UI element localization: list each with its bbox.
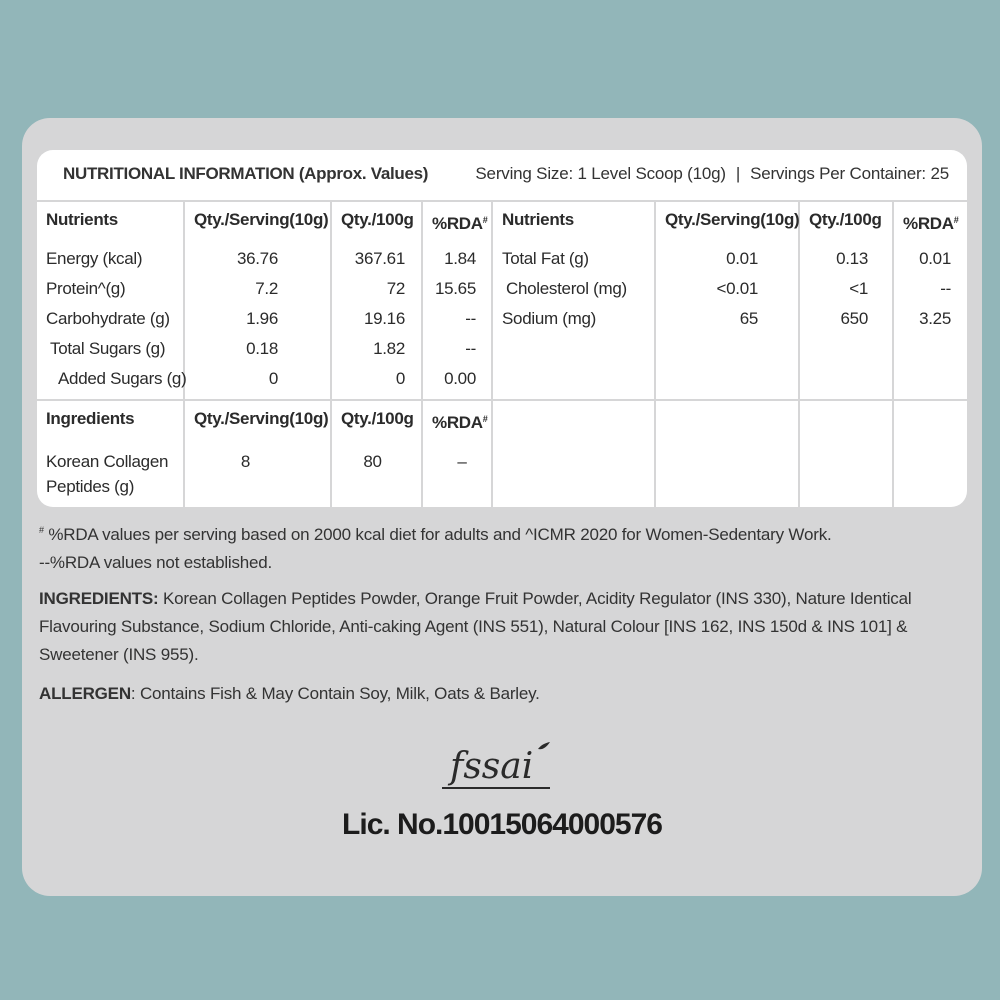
ingredient-per100: 80 <box>331 441 422 507</box>
nutrient-name: Added Sugars (g) <box>58 369 187 388</box>
nutrient-serving: 65 <box>739 309 758 328</box>
col-qty-serving-right: Qty./Serving(10g) <box>655 202 799 242</box>
ingredients-header-row <box>37 400 967 441</box>
nutrient-name: Sodium (mg) <box>502 309 597 328</box>
nutrient-name: Cholesterol (mg) <box>506 279 627 298</box>
nutrient-per100: 650 <box>840 309 868 328</box>
col-rda-ing: %RDA# <box>422 400 492 441</box>
col-qty-100g-left: Qty./100g <box>331 202 422 242</box>
nutrient-rda: -- <box>940 279 951 298</box>
serving-size: Serving Size: 1 Level Scoop (10g) <box>475 164 726 183</box>
nutrient-rda: 15.65 <box>434 279 476 298</box>
rda-note-2: --%RDA values not established. <box>39 553 273 572</box>
nutrient-per100: <1 <box>849 279 868 298</box>
col-qty-100g-ing: Qty./100g <box>331 400 422 441</box>
nutrient-per100: 367.61 <box>354 249 405 268</box>
col-rda-right: %RDA# <box>903 214 959 233</box>
right-names <box>492 242 655 400</box>
ingredient-rda: – <box>422 441 492 507</box>
nutrient-per100: 1.82 <box>373 339 405 358</box>
nutrient-name: Total Sugars (g) <box>50 339 166 358</box>
nutrient-per100: 72 <box>386 279 405 298</box>
nutrient-rda: 0.01 <box>919 249 951 268</box>
nutrient-rda: -- <box>465 339 476 358</box>
nutrient-per100: 0.13 <box>836 249 868 268</box>
nutrition-title: NUTRITIONAL INFORMATION (Approx. Values) <box>63 164 429 183</box>
nutrient-serving: 36.76 <box>236 249 278 268</box>
ingredient-serving: 8 <box>184 441 331 507</box>
ingredient-row <box>37 441 967 507</box>
nutrient-per100: 0 <box>395 369 405 388</box>
right-serving <box>655 242 799 400</box>
label-card <box>22 118 982 896</box>
allergen-text: : Contains Fish & May Contain Soy, Milk, Oats & Barley. <box>130 684 540 703</box>
left-serving <box>184 242 331 400</box>
ingredient-name: Korean Collagen Peptides (g) <box>37 441 184 507</box>
nutrient-per100: 19.16 <box>363 309 405 328</box>
left-names <box>37 242 187 400</box>
nutrition-header <box>37 150 967 202</box>
col-qty-serving-ing: Qty./Serving(10g) <box>184 400 331 441</box>
rda-notes <box>39 516 959 577</box>
nutrient-name: Carbohydrate (g) <box>46 309 170 328</box>
nutrient-rda: -- <box>465 309 476 328</box>
nutrition-panel <box>37 150 967 507</box>
left-rda <box>422 242 492 400</box>
svg-text:fssai: fssai <box>450 746 534 787</box>
col-nutrients-right: Nutrients <box>492 202 655 242</box>
table-body-row <box>37 242 967 400</box>
servings-per-container: Servings Per Container: 25 <box>750 164 949 183</box>
nutrient-serving: 0.18 <box>246 339 278 358</box>
table-header-row <box>37 202 967 242</box>
nutrient-serving: 7.2 <box>255 279 278 298</box>
col-nutrients-left: Nutrients <box>37 202 184 242</box>
ingredients-label: INGREDIENTS: <box>39 589 159 608</box>
right-per100 <box>799 242 893 400</box>
serving-separator: | <box>735 164 741 183</box>
fssai-logo <box>442 736 562 798</box>
col-ingredients: Ingredients <box>37 400 184 441</box>
allergen-label: ALLERGEN <box>39 684 131 703</box>
nutrient-serving: <0.01 <box>716 279 758 298</box>
nutrient-rda: 1.84 <box>444 249 476 268</box>
nutrient-serving: 1.96 <box>246 309 278 328</box>
ingredients-statement <box>39 585 959 669</box>
right-rda <box>893 242 967 400</box>
rda-note-1: # %RDA values per serving based on 2000 kcal diet for adults and ^ICMR 2020 for Women-Sedentary Work. <box>39 525 832 544</box>
nutrition-table <box>37 202 967 507</box>
nutrient-serving: 0.01 <box>726 249 758 268</box>
left-per100 <box>331 242 422 400</box>
ingredients-text: Korean Collagen Peptides Powder, Orange Fruit Powder, Acidity Regulator (INS 330), Nature Identical Flavouring Substance, Sodium Chloride, Anti-caking Agent (INS 551), Natural Colour [INS 162, INS 150d & INS 101] & Sweetener (INS 955). <box>39 589 912 664</box>
allergen-statement <box>39 680 959 708</box>
col-qty-100g-right: Qty./100g <box>799 202 893 242</box>
nutrient-name: Energy (kcal) <box>46 249 143 268</box>
nutrient-rda: 0.00 <box>444 369 476 388</box>
nutrient-name: Total Fat (g) <box>502 249 589 268</box>
nutrient-rda: 3.25 <box>919 309 951 328</box>
nutrient-name: Protein^(g) <box>46 279 126 298</box>
serving-info <box>475 164 949 184</box>
nutrient-serving: 0 <box>268 369 278 388</box>
col-rda-left: %RDA# <box>422 202 492 242</box>
license-number: Lic. No.10015064000576 <box>342 808 662 841</box>
col-qty-serving-left: Qty./Serving(10g) <box>184 202 331 242</box>
